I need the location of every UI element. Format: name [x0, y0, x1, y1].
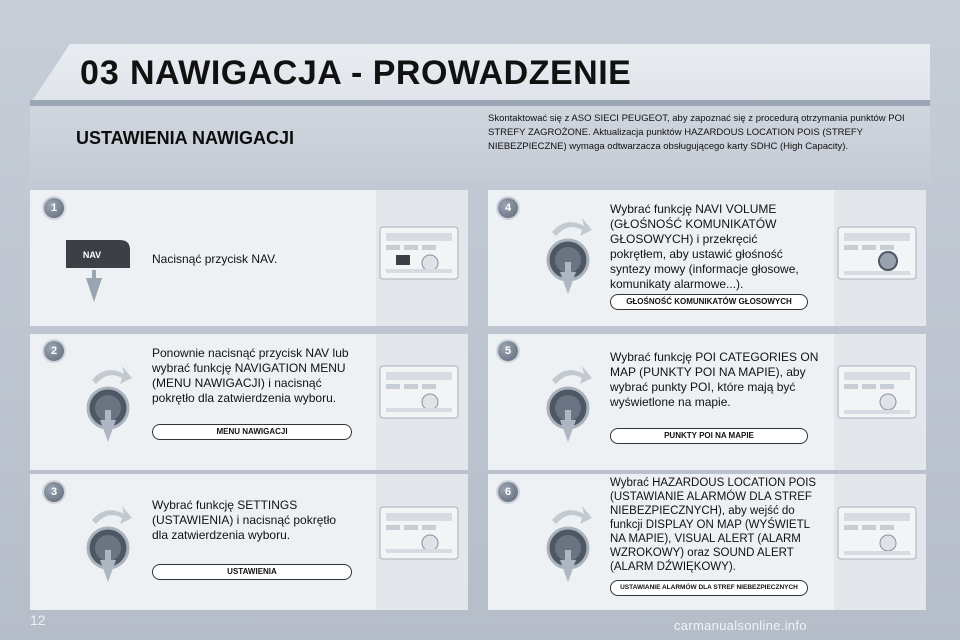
radio-unit-icon — [836, 225, 918, 281]
page-number: 12 — [30, 612, 46, 628]
rotary-knob-icon — [536, 212, 600, 296]
menu-label-tag: MENU NAWIGACJI — [152, 424, 352, 440]
section-title: USTAWIENIA NAWIGACJI — [76, 128, 295, 148]
step-badge-2: 2 — [44, 341, 64, 361]
step-text-1: Nacisnąć przycisk NAV. — [152, 252, 278, 266]
step-text-4: Wybrać funkcję NAVI VOLUME (GŁOŚNOŚĆ KOMUNIKATÓW GŁOSOWYCH) i przekręcić pokrętłem, aby ustawić głośność syntezy mowy (informacje głosowe, komunikaty alarmowe...). — [610, 202, 799, 291]
menu-label-tag: GŁOŚNOŚĆ KOMUNIKATÓW GŁOSOWYCH — [610, 294, 808, 310]
step-text-5: Wybrać funkcję POI CATEGORIES ON MAP (PUNKTY POI NA MAPIE), aby wybrać punkty POI, które mają być wyświetlone na mapie. — [610, 350, 819, 409]
rotary-knob-icon — [536, 360, 600, 444]
menu-label-tag: USTAWIENIA — [152, 564, 352, 580]
step-text-2: Ponownie nacisnąć przycisk NAV lub wybrać funkcję NAVIGATION MENU (MENU NAWIGACJI) i nacisnąć pokrętło dla zatwierdzenia wyboru. — [152, 346, 349, 405]
nav-button-icon — [56, 226, 138, 306]
menu-label-tag: PUNKTY POI NA MAPIE — [610, 428, 808, 444]
step-badge-4: 4 — [498, 198, 518, 218]
radio-unit-icon — [836, 505, 918, 561]
step-text-3: Wybrać funkcję SETTINGS (USTAWIENIA) i nacisnąć pokrętło dla zatwierdzenia wyboru. — [152, 498, 337, 542]
chapter-number: 03 — [80, 54, 120, 92]
rotary-knob-icon — [76, 500, 140, 584]
radio-unit-icon — [378, 505, 460, 561]
step-badge-6: 6 — [498, 482, 518, 502]
nav-button-label: NAV — [82, 250, 102, 260]
menu-label-tag: USTAWIANIE ALARMÓW DLA STREF NIEBEZPIECZNYCH — [610, 580, 808, 596]
intro-note: Skontaktować się z ASO SIECI PEUGEOT, aby zapoznać się z procedurą otrzymania punktów POI STREFY ZAGROŻONE. Aktualizacja punktów HAZARDOUS LOCATION POIS (STREFY NIEBEZPIECZNE) wymaga odtwarzacza obsługującego karty SDHC (High Capacity). — [488, 113, 905, 152]
radio-unit-icon — [836, 364, 918, 420]
radio-unit-icon — [378, 225, 460, 281]
page-title: NAWIGACJA - PROWADZENIE — [130, 54, 632, 92]
rotary-knob-icon — [76, 360, 140, 444]
watermark: carmanualsonline.info — [674, 618, 807, 633]
step-badge-3: 3 — [44, 482, 64, 502]
radio-unit-icon — [378, 364, 460, 420]
rotary-knob-icon — [536, 500, 600, 584]
step-badge-1: 1 — [44, 198, 64, 218]
step-text-6: Wybrać HAZARDOUS LOCATION POIS (USTAWIANIE ALARMÓW DLA STREF NIEBEZPIECZNYCH), aby wejść do funkcji DISPLAY ON MAP (WYŚWIETL NA MAPIE), VISUAL ALERT (ALARM WZROKOWY) oraz SOUND ALERT (ALARM DŹWIĘKOWY). — [610, 477, 817, 573]
step-badge-5: 5 — [498, 341, 518, 361]
